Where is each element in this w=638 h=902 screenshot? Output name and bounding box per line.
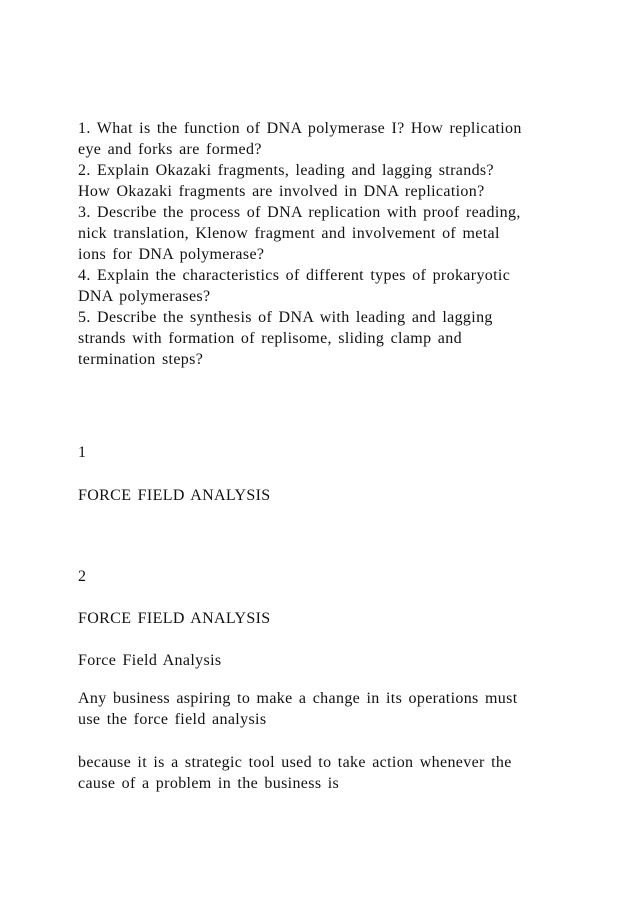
- paragraph-2-line-1: because it is a strategic tool used to take action whenever the: [78, 754, 512, 771]
- question-1-line-2: eye and forks are formed?: [78, 141, 262, 158]
- question-4-line-2: DNA polymerases?: [78, 288, 211, 305]
- question-5-line-3: termination steps?: [78, 351, 204, 368]
- question-3-line-2: nick translation, Klenow fragment and involvement of metal: [78, 225, 500, 242]
- question-3-line-1: 3. Describe the process of DNA replication with proof reading,: [78, 204, 521, 221]
- page-1-running-header: FORCE FIELD ANALYSIS: [78, 487, 271, 504]
- paragraph-1: [78, 688, 558, 730]
- paragraph-1-line-1: Any business aspiring to make a change in its operations must: [78, 690, 518, 707]
- question-1-line-1: 1. What is the function of DNA polymerase I? How replication: [78, 120, 522, 137]
- question-5-line-2: strands with formation of replisome, sliding clamp and: [78, 330, 462, 347]
- question-5-line-1: 5. Describe the synthesis of DNA with leading and lagging: [78, 309, 493, 326]
- question-list: [78, 118, 558, 370]
- paragraph-2-line-2: cause of a problem in the business is: [78, 775, 340, 792]
- page-2-running-header: FORCE FIELD ANALYSIS: [78, 610, 271, 627]
- paragraph-2: [78, 752, 558, 794]
- question-3-line-3: ions for DNA polymerase?: [78, 246, 265, 263]
- page-1-number: 1: [78, 444, 87, 461]
- paragraph-1-line-2: use the force field analysis: [78, 711, 267, 728]
- question-2-line-2: How Okazaki fragments are involved in DNA replication?: [78, 183, 485, 200]
- page-2-number: 2: [78, 568, 87, 585]
- question-4-line-1: 4. Explain the characteristics of different types of prokaryotic: [78, 267, 511, 284]
- section-title: Force Field Analysis: [78, 652, 222, 669]
- question-2-line-1: 2. Explain Okazaki fragments, leading and lagging strands?: [78, 162, 494, 179]
